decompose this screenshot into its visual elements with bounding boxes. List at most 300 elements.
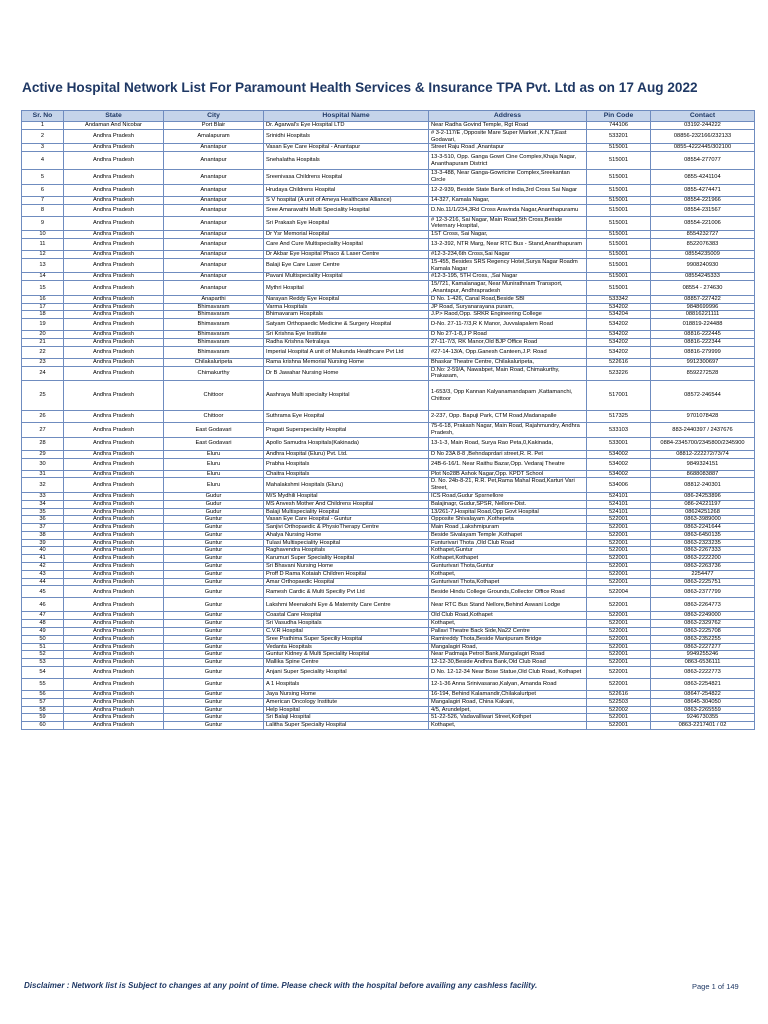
cell-city: Guntur [164,698,264,706]
cell-city: Anantapur [164,231,264,239]
table-row [22,346,755,358]
table-row [22,231,755,239]
cell-pin-code: 533342 [587,295,651,303]
table-row [22,478,755,493]
cell-sr-no: 40 [22,547,64,555]
cell-address: D.No.11/1/234,3Rd Cross Aravinda Nagar,Ananthapuramu [429,204,587,216]
cell-contact: 0863-2217401 / 02 [651,722,755,730]
cell-state: Andhra Pradesh [64,598,164,612]
cell-sr-no: 4 [22,152,64,170]
cell-pin-code: 522616 [587,691,651,699]
cell-hospital-name: Mahalakshmi Hospitals (Eluru) [264,478,429,493]
table-row [22,524,755,532]
cell-address: 15/721, Kamalanagar, Near Munirathnam Transport, ,Anantapur, Andhrapradesh [429,281,587,296]
cell-address: Pallavi Theatre Back Side,Na22 Centre [429,628,587,636]
table-row [22,319,755,331]
cell-contact: 08554-221006 [651,216,755,231]
cell-sr-no: 6 [22,184,64,196]
cell-hospital-name: M/S Mydhili Hospital [264,492,429,500]
column-header: Address [429,111,587,122]
cell-pin-code: 534002 [587,458,651,470]
cell-state: Andhra Pradesh [64,635,164,643]
cell-sr-no: 14 [22,273,64,281]
cell-sr-no: 24 [22,366,64,381]
cell-contact: 8522076383 [651,238,755,250]
table-row [22,612,755,620]
cell-hospital-name: Srinidhi Hospitals [264,129,429,144]
cell-pin-code: 517325 [587,411,651,423]
cell-city: Anantapur [164,273,264,281]
cell-address: 12-2-939, Beside State Bank of India,3rd Cross Sai Nagar [429,184,587,196]
cell-hospital-name: S V hospital (A unit of Ameya Healthcare Alliance) [264,196,429,204]
cell-pin-code: 523226 [587,366,651,381]
table-row [22,578,755,586]
cell-sr-no: 60 [22,722,64,730]
cell-city: Anaparthi [164,295,264,303]
cell-state: Andhra Pradesh [64,524,164,532]
cell-contact: 08812-240301 [651,478,755,493]
cell-address: Kothapet,Guntur [429,547,587,555]
cell-hospital-name: American Oncology Institute [264,698,429,706]
table-row [22,366,755,381]
table-row [22,539,755,547]
table-row [22,531,755,539]
cell-hospital-name: Satyam Orthopaedic Medicine & Surgery Hospital [264,319,429,331]
cell-address: 13-3-510, Opp. Ganga Gowri Cine Complex,Khaja Nagar, Ananthapuram District [429,152,587,170]
cell-contact: 08816221111 [651,311,755,319]
cell-hospital-name: Dr Akbar Eye Hospital Phaco & Laser Centre [264,250,429,258]
table-row [22,722,755,730]
cell-state: Andhra Pradesh [64,381,164,411]
cell-contact: 0863-2265559 [651,706,755,714]
page-number: Page 1 of 149 [692,982,739,991]
cell-contact: 0884-2345700/2345800/2345900 [651,437,755,450]
table-row [22,628,755,636]
cell-state: Andhra Pradesh [64,303,164,311]
cell-contact: 03192-244222 [651,122,755,130]
table-row [22,698,755,706]
cell-contact: 9848699996 [651,303,755,311]
table-row [22,196,755,204]
cell-state: Andhra Pradesh [64,714,164,722]
cell-state: Andhra Pradesh [64,311,164,319]
cell-hospital-name: Balaji Multispeciality Hospital [264,508,429,516]
cell-state: Andhra Pradesh [64,331,164,339]
cell-pin-code: 515001 [587,231,651,239]
cell-state: Andhra Pradesh [64,500,164,508]
cell-contact: 0863-6450135 [651,531,755,539]
cell-contact: 08812-222272/73/74 [651,450,755,458]
cell-sr-no: 11 [22,238,64,250]
table-header-row [22,111,755,122]
cell-state: Andhra Pradesh [64,508,164,516]
cell-pin-code: 533103 [587,423,651,438]
cell-address: #12-3-234,6th Cross,Sai Nagar [429,250,587,258]
cell-hospital-name: Sri Prakash Eye Hospital [264,216,429,231]
cell-address: Bhaskar Theatre Centre, Chilakaluripeta, [429,358,587,366]
cell-hospital-name: Vedanta Hospitals [264,643,429,651]
cell-pin-code: 515001 [587,250,651,258]
cell-pin-code: 534202 [587,319,651,331]
cell-city: Guntur [164,524,264,532]
cell-contact: 8592272528 [651,366,755,381]
cell-address: J.P> Raod,Opp. SRKR Engineering College [429,311,587,319]
cell-contact: 08572-246544 [651,381,755,411]
cell-state: Andhra Pradesh [64,204,164,216]
cell-state: Andhra Pradesh [64,319,164,331]
cell-hospital-name: Vasan Eye Care Hospital - Anantapur [264,144,429,152]
cell-address: Opposite Shivalayam ,Kothepeta [429,516,587,524]
cell-contact: 0863-2323235 [651,539,755,547]
cell-state: Andhra Pradesh [64,423,164,438]
cell-state: Andhra Pradesh [64,196,164,204]
cell-pin-code: 522001 [587,628,651,636]
cell-city: Anantapur [164,196,264,204]
cell-contact: 9849324151 [651,458,755,470]
cell-sr-no: 3 [22,144,64,152]
cell-city: Anantapur [164,184,264,196]
cell-state: Andhra Pradesh [64,238,164,250]
table-row [22,555,755,563]
cell-state: Andhra Pradesh [64,470,164,478]
cell-pin-code: 522001 [587,547,651,555]
cell-contact: 0863-3989000 [651,516,755,524]
table-row [22,273,755,281]
cell-city: Amalapuram [164,129,264,144]
cell-hospital-name: Apollo Samudra Hospitals(Kakinada) [264,437,429,450]
cell-sr-no: 22 [22,346,64,358]
cell-hospital-name: Sree Prathima Super Speciliy Hospital [264,635,429,643]
cell-hospital-name: Jaya Nursing Home [264,691,429,699]
cell-pin-code: 522616 [587,358,651,366]
cell-contact: 0855-4274471 [651,184,755,196]
cell-contact: 08645-304050 [651,698,755,706]
cell-address: Beside Hindu College Grounds,Collector Office Road [429,586,587,598]
cell-contact: 0863-2225751 [651,578,755,586]
cell-state: Andhra Pradesh [64,679,164,691]
cell-city: Bhimavaram [164,346,264,358]
table-row [22,250,755,258]
cell-sr-no: 1 [22,122,64,130]
cell-city: Chilakaluripeta [164,358,264,366]
cell-pin-code: 534006 [587,478,651,493]
cell-sr-no: 19 [22,319,64,331]
cell-contact: 08856-232166/232133 [651,129,755,144]
cell-contact: 08554245333 [651,273,755,281]
cell-city: Guntur [164,570,264,578]
cell-city: Gudur [164,500,264,508]
cell-sr-no: 41 [22,555,64,563]
cell-state: Andhra Pradesh [64,691,164,699]
table-row [22,358,755,366]
cell-city: Eluru [164,478,264,493]
cell-contact: 0863-2241644 [651,524,755,532]
cell-address: JP Road, Suryanarayana puram, [429,303,587,311]
cell-sr-no: 18 [22,311,64,319]
cell-state: Andhra Pradesh [64,659,164,667]
cell-state: Andhra Pradesh [64,667,164,679]
cell-pin-code: 515001 [587,238,651,250]
cell-address: Kothapet,Kothapet [429,555,587,563]
cell-city: Guntur [164,539,264,547]
cell-state: Andhra Pradesh [64,555,164,563]
table-row [22,635,755,643]
cell-pin-code: 522001 [587,563,651,571]
cell-hospital-name: Sri Krishna Eye Institute [264,331,429,339]
cell-city: Bhimavaram [164,331,264,339]
cell-city: Bhimavaram [164,319,264,331]
cell-contact: 08554-221966 [651,196,755,204]
cell-address: Near Radha Govind Temple, Rgt Road [429,122,587,130]
cell-state: Andhra Pradesh [64,492,164,500]
cell-city: Guntur [164,586,264,598]
cell-pin-code: 533201 [587,129,651,144]
cell-sr-no: 49 [22,628,64,636]
column-header: City [164,111,264,122]
cell-sr-no: 55 [22,679,64,691]
cell-sr-no: 34 [22,500,64,508]
page-title: Active Hospital Network List For Paramount Health Services & Insurance TPA Pvt. Ltd as on 17 Aug 2022 [22,80,698,95]
cell-pin-code: 515001 [587,281,651,296]
cell-sr-no: 53 [22,659,64,667]
cell-state: Andhra Pradesh [64,620,164,628]
table-row [22,423,755,438]
cell-address: Kothapet, [429,620,587,628]
cell-hospital-name: Narayan Reddy Eye Hospital [264,295,429,303]
cell-city: Guntur [164,628,264,636]
cell-hospital-name: Imperial Hospital A unit of Mukunda Healthcare Pvt Ltd [264,346,429,358]
cell-contact: 2254477 [651,570,755,578]
cell-city: Eluru [164,450,264,458]
cell-hospital-name: Rama krishna Memorial Nursing Home [264,358,429,366]
cell-hospital-name: Care And Cure Multispeciality Hospital [264,238,429,250]
cell-state: Andhra Pradesh [64,144,164,152]
cell-sr-no: 35 [22,508,64,516]
cell-hospital-name: Radha Krishna Netralaya [264,338,429,346]
cell-state: Andhra Pradesh [64,250,164,258]
cell-hospital-name: Mallika Spine Centre [264,659,429,667]
cell-sr-no: 2 [22,129,64,144]
cell-address: # 3-2-117/E ,Opposite Mare Super Market ,K.N.T,East Godavari, [429,129,587,144]
cell-sr-no: 54 [22,667,64,679]
cell-hospital-name: Snehalatha Hospitals [264,152,429,170]
cell-sr-no: 13 [22,258,64,273]
cell-state: Andaman And Nicobar [64,122,164,130]
cell-pin-code: 522001 [587,667,651,679]
cell-contact: 883-2440397 / 2437676 [651,423,755,438]
cell-state: Andhra Pradesh [64,531,164,539]
cell-city: Anantapur [164,152,264,170]
cell-hospital-name: Help Hospital [264,706,429,714]
cell-pin-code: 522001 [587,539,651,547]
table-row [22,331,755,339]
cell-address: 4/5, Arundelpet, [429,706,587,714]
cell-hospital-name: Tulasi Multispeciality Hospital [264,539,429,547]
cell-city: Anantapur [164,204,264,216]
table-row [22,563,755,571]
cell-contact: 08816-222344 [651,338,755,346]
cell-state: Andhra Pradesh [64,338,164,346]
cell-city: Guntur [164,722,264,730]
cell-city: Chittoor [164,411,264,423]
cell-sr-no: 32 [22,478,64,493]
cell-sr-no: 42 [22,563,64,571]
cell-contact: 08554235009 [651,250,755,258]
cell-sr-no: 48 [22,620,64,628]
cell-pin-code: 515001 [587,170,651,185]
cell-hospital-name: Dr Ysr Memorial Hospital [264,231,429,239]
cell-contact: 08816-222445 [651,331,755,339]
cell-sr-no: 30 [22,458,64,470]
cell-state: Andhra Pradesh [64,346,164,358]
table-row [22,516,755,524]
cell-state: Andhra Pradesh [64,450,164,458]
cell-pin-code: 534202 [587,346,651,358]
cell-hospital-name: Balaji Eye Care Laser Centre [264,258,429,273]
table-row [22,411,755,423]
cell-contact: 08816-279999 [651,346,755,358]
table-row [22,714,755,722]
cell-sr-no: 7 [22,196,64,204]
cell-pin-code: 533001 [587,437,651,450]
cell-address: ICS Road,Gudur Spsrnellore [429,492,587,500]
cell-hospital-name: Aashraya Multi specialty Hospital [264,381,429,411]
cell-contact: 8554232727 [651,231,755,239]
cell-address: 1ST Cross, Sai Nagar, [429,231,587,239]
cell-hospital-name: Bhimavaram Hospitals [264,311,429,319]
cell-state: Andhra Pradesh [64,216,164,231]
cell-address: D No. 12-12-34 Near Bose Statue,Old Club Road, Kothapet [429,667,587,679]
table-row [22,570,755,578]
cell-address: #27-14-13/A, Opp.Ganesh Canteen,J.P. Road [429,346,587,358]
cell-hospital-name: Guntur Kidney & Multi Speciality Hospital [264,651,429,659]
cell-sr-no: 28 [22,437,64,450]
table-row [22,598,755,612]
cell-pin-code: 522001 [587,620,651,628]
cell-hospital-name: Dr. Agarwal's Eye Hospital LTD [264,122,429,130]
table-row [22,238,755,250]
cell-pin-code: 522001 [587,524,651,532]
table-row [22,492,755,500]
cell-sr-no: 21 [22,338,64,346]
column-header: Sr. No [22,111,64,122]
table-row [22,500,755,508]
cell-pin-code: 522001 [587,714,651,722]
cell-pin-code: 534202 [587,331,651,339]
cell-pin-code: 522001 [587,635,651,643]
cell-address: 16-194, Behind Kalamandir,Chilakalurtpet [429,691,587,699]
cell-hospital-name: Amar Orthopaedic Hospital [264,578,429,586]
cell-state: Andhra Pradesh [64,612,164,620]
cell-state: Andhra Pradesh [64,586,164,598]
cell-city: Anantapur [164,281,264,296]
cell-state: Andhra Pradesh [64,651,164,659]
cell-sr-no: 10 [22,231,64,239]
cell-contact: 08554-231567 [651,204,755,216]
cell-city: Guntur [164,679,264,691]
cell-state: Andhra Pradesh [64,281,164,296]
cell-pin-code: 522001 [587,643,651,651]
table-row [22,679,755,691]
cell-pin-code: 524101 [587,492,651,500]
cell-pin-code: 515001 [587,273,651,281]
cell-address: 13-3-488, Near Ganga-Gowricine Complex,Sreekantan Circle [429,170,587,185]
table-row [22,508,755,516]
table-row [22,450,755,458]
cell-city: Eluru [164,458,264,470]
cell-contact: 9908240930 [651,258,755,273]
cell-pin-code: 522001 [587,516,651,524]
cell-sr-no: 47 [22,612,64,620]
cell-hospital-name: Proff D Rama Kotaiah Children Hospital [264,570,429,578]
cell-pin-code: 534204 [587,311,651,319]
cell-sr-no: 27 [22,423,64,438]
column-header: Pin Code [587,111,651,122]
cell-state: Andhra Pradesh [64,358,164,366]
cell-address: D.No: 2-59/A, Nawabpet, Main Road, Chimakurthy, Prakasam, [429,366,587,381]
cell-address: Near RTC Bus Stand Nellore,Behind Aswani Lodge [429,598,587,612]
cell-contact: 086-24253896 [651,492,755,500]
table-row [22,659,755,667]
cell-address: Kothapet, [429,570,587,578]
cell-sr-no: 37 [22,524,64,532]
cell-city: Guntur [164,563,264,571]
cell-hospital-name: Pragati Superspeciality Hospital [264,423,429,438]
cell-address: Balajinagr, Gudur,SPSR, Nellore-Dist. [429,500,587,508]
cell-contact: 08554-277077 [651,152,755,170]
cell-city: Anantapur [164,144,264,152]
cell-city: Guntur [164,714,264,722]
cell-hospital-name: Chaitra Hospitals [264,470,429,478]
cell-hospital-name: Sri Vasudha Hospitals [264,620,429,628]
cell-contact: 018819-224488 [651,319,755,331]
table-row [22,338,755,346]
cell-city: Guntur [164,620,264,628]
cell-address: 12-12-30,Beside Andhra Bank,Old Club Road [429,659,587,667]
cell-state: Andhra Pradesh [64,273,164,281]
cell-sr-no: 58 [22,706,64,714]
cell-pin-code: 522001 [587,578,651,586]
cell-address: Gunturivari Thota,Guntur [429,563,587,571]
table-row [22,122,755,130]
table-row [22,152,755,170]
cell-sr-no: 38 [22,531,64,539]
cell-pin-code: 522004 [587,586,651,598]
cell-pin-code: 534002 [587,470,651,478]
cell-contact: 086-24221197 [651,500,755,508]
cell-sr-no: 33 [22,492,64,500]
cell-sr-no: 39 [22,539,64,547]
hospital-network-table [21,110,755,730]
table-row [22,643,755,651]
cell-contact: 0863-2222200 [651,555,755,563]
cell-city: Guntur [164,635,264,643]
cell-pin-code: 534202 [587,303,651,311]
cell-pin-code: 522001 [587,570,651,578]
table-row [22,458,755,470]
cell-pin-code: 522001 [587,555,651,563]
cell-contact: 0863-2222773 [651,667,755,679]
cell-hospital-name: Sri Bhavani Nursing Home [264,563,429,571]
cell-contact: 9246730355 [651,714,755,722]
cell-city: Guntur [164,578,264,586]
cell-hospital-name: MS Anvesh Mother And Childrens Hospital [264,500,429,508]
cell-city: Guntur [164,706,264,714]
cell-state: Andhra Pradesh [64,478,164,493]
cell-city: Guntur [164,547,264,555]
cell-address: 27-11-7/3, RK Manor,Old BJP Office Road [429,338,587,346]
cell-state: Andhra Pradesh [64,539,164,547]
